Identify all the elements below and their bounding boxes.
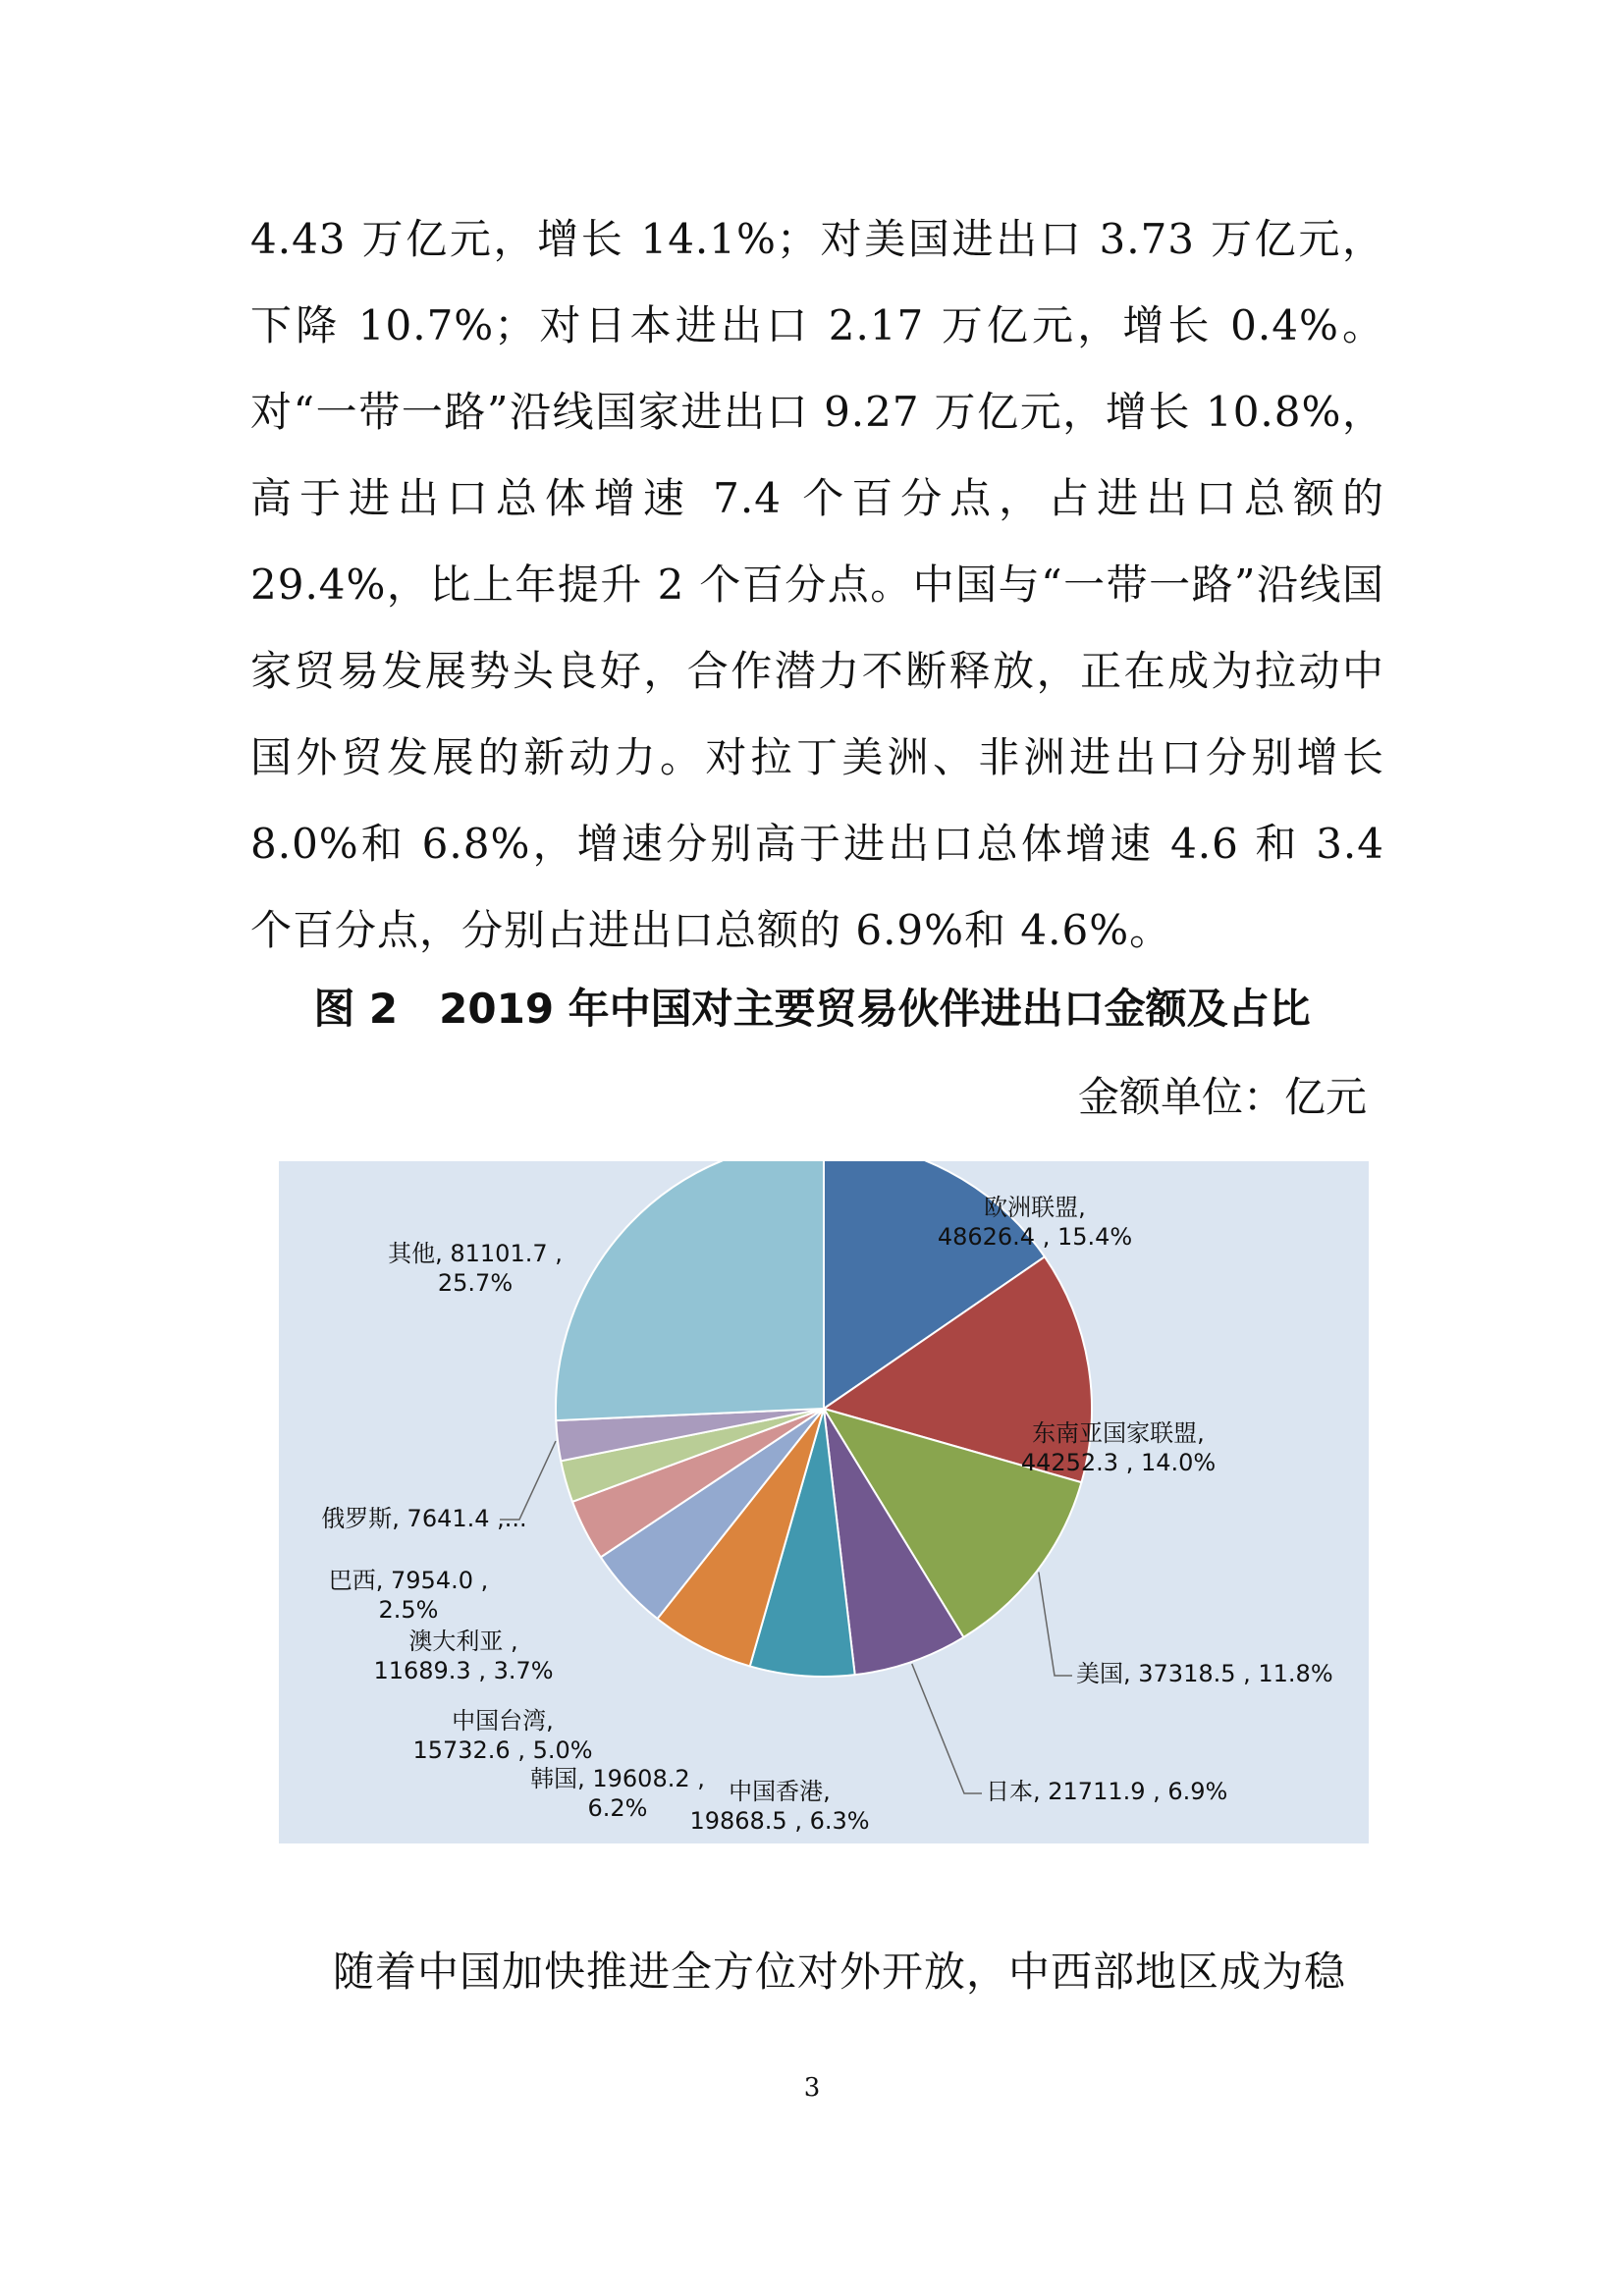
body-paragraph-1: 4.43 万亿元，增长 14.1%；对美国进出口 3.73 万亿元，下降 10.7%；对日本进出口 2.17 万亿元，增长 0.4%。对“一带一路”沿线国家进出口 9.27 万亿元，增长 10.8%，高于进出口总体增速 7.4 个百分点，占进出口总额的 29.4%，比上年提升 2 个百分点。中国与“一带一路”沿线国家贸易发展势头良好，合作潜力不断释放，正在成为拉动中国外贸发展的新动力。对拉丁美洲、非洲进出口分别增长 8.0%和 6.8%，增速分别高于进出口总体增速 4.6 和 3.4 个百分点，分别占进出口总额的 6.9%和 4.6%。	[250, 215, 1384, 954]
data-label-line: 其他, 81101.7 ,	[388, 1240, 563, 1267]
data-label	[373, 1628, 553, 1684]
data-label-line: 19868.5 , 6.3%	[689, 1807, 870, 1835]
data-label	[530, 1765, 705, 1822]
data-label-line: 2.5%	[378, 1596, 439, 1624]
pie-chart-panel	[279, 1161, 1369, 1843]
data-label	[689, 1778, 869, 1835]
data-label-line: 25.7%	[437, 1269, 514, 1297]
data-label-line: 欧洲联盟,	[984, 1194, 1086, 1221]
leader-line	[912, 1664, 982, 1793]
data-label-line: 巴西, 7954.0 ,	[328, 1567, 489, 1594]
data-label-line: 澳大利亚 ,	[408, 1628, 518, 1655]
pie-slice	[556, 1161, 824, 1420]
data-label-line: 44252.3 , 14.0%	[1020, 1449, 1217, 1476]
data-label-line: 中国台湾,	[452, 1707, 554, 1735]
data-label-line: 俄罗斯, 7641.4 ,...	[321, 1505, 527, 1532]
data-label	[986, 1778, 1227, 1805]
data-label	[329, 1567, 489, 1624]
body-paragraph-2: 随着中国加快推进全方位对外开放，中西部地区成为稳	[333, 1948, 1347, 1996]
data-label	[1076, 1660, 1333, 1687]
unit-label: 金额单位：亿元	[1077, 1073, 1367, 1121]
leader-line	[1039, 1573, 1072, 1676]
data-label	[412, 1707, 592, 1764]
data-label-line: 日本, 21711.9 , 6.9%	[986, 1778, 1228, 1805]
data-label-line: 中国香港,	[729, 1778, 831, 1805]
data-label-line: 11689.3 , 3.7%	[373, 1657, 554, 1684]
data-label-line: 15732.6 , 5.0%	[412, 1736, 593, 1764]
data-label	[321, 1505, 526, 1532]
data-label-line: 韩国, 19608.2 ,	[530, 1765, 705, 1792]
pie-chart	[279, 1161, 1369, 1843]
data-label-line: 美国, 37318.5 , 11.8%	[1076, 1660, 1333, 1687]
data-label-line: 48626.4 , 15.4%	[937, 1223, 1133, 1251]
figure-title: 图 2 2019 年中国对主要贸易伙伴进出口金额及占比	[313, 985, 1311, 1033]
page-number: 3	[803, 2073, 821, 2103]
data-label-line: 6.2%	[587, 1794, 648, 1822]
data-label-line: 东南亚国家联盟,	[1032, 1419, 1205, 1447]
data-label	[388, 1240, 563, 1297]
